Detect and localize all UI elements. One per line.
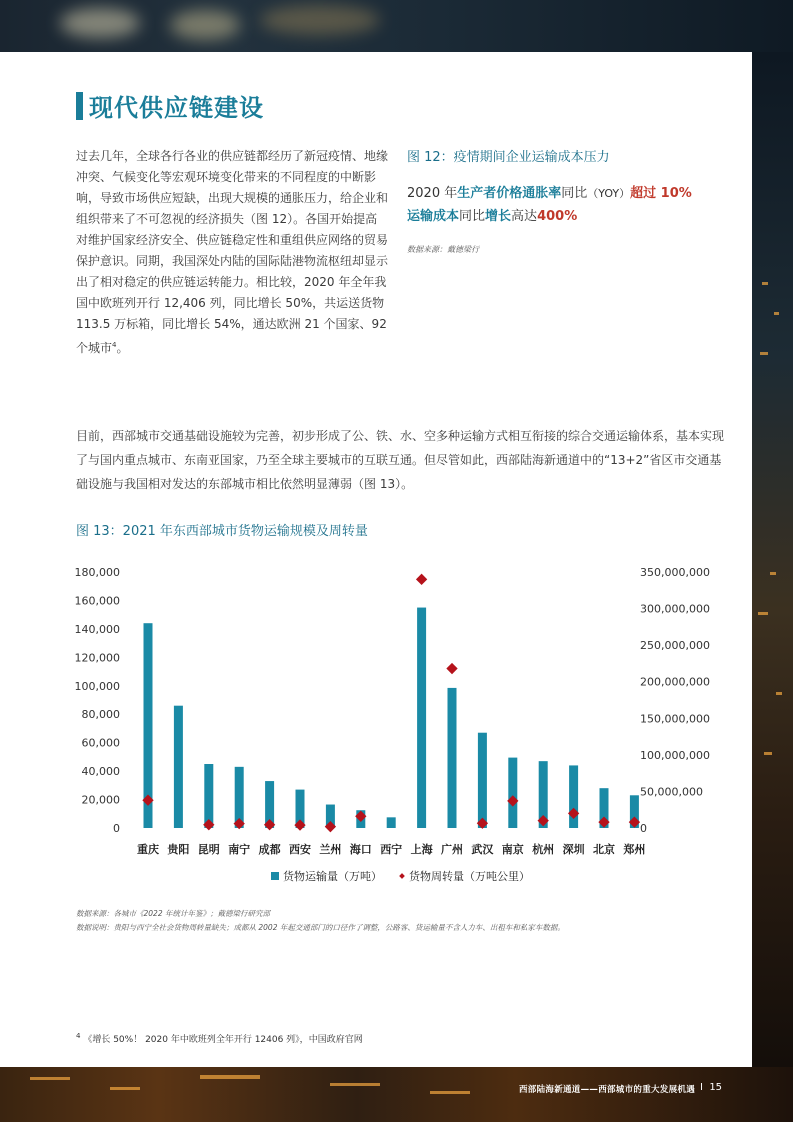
- fig12-yoy-abbr: （YOY）: [587, 187, 631, 200]
- x-tick-label: 南京: [501, 843, 524, 856]
- y-left-tick-label: 0: [113, 822, 120, 835]
- x-tick-label: 广州: [441, 843, 463, 856]
- y-left-tick-label: 180,000: [74, 566, 120, 579]
- paragraph-2: 目前，西部城市交通基础设施较为完善，初步形成了公、铁、水、空多种运输方式相互衔接的综合交通运输体系，基本实现了与国内重点城市、东南亚国家，乃至全球主要城市的互联互通。但尽管如此，西部陆海新通道中的“13+2”省区市交通基础设施与我国相对发达的东部城市相比依然明显薄弱（图 13）。: [76, 429, 725, 491]
- footer-title: 西部陆海新通道——西部城市的重大发展机遇: [519, 1085, 696, 1095]
- section-title: 现代供应链建设: [89, 94, 264, 122]
- x-tick-label: 贵阳: [167, 843, 190, 856]
- fig12-year: 2020 年: [407, 186, 458, 201]
- footer-page-num: 15: [709, 1082, 723, 1093]
- paragraph-1-end: 。: [116, 341, 129, 355]
- paragraph-1-text: 过去几年，全球各行各业的供应链都经历了新冠疫情、地缘冲突、气候变化等宏观环境变化带来的不同程度的中断影响，导致市场供应短缺，出现大规模的通胀压力，给企业和组织带来了不可忽视的经济损失（图 12）。各国开始提高对维护国家经济安全、供应链稳定性和重组供应网络的贸易保护意识。同期，我国深处内陆的国际陆港物流枢纽却显示出了相对稳定的供应链运转能力。相比较，2020 年全年我国中欧班列开行 12,406 列，同比增长 50%，共运送货物 113.5 万标箱，同比增长 54%，通达欧洲 21 个国家、92 个城市: [76, 149, 389, 355]
- chart-explanation-note: 数据说明：贵阳与西宁全社会货物周转量缺失；成都从 2002 年起交通部门的口径作了调整，公路客、货运输量不含人力车、出租车和私家车数据。: [76, 923, 565, 932]
- y-left-tick-label: 120,000: [74, 651, 120, 665]
- point-上海: [416, 574, 427, 585]
- x-tick-label: 武汉: [471, 843, 494, 856]
- y-right-tick-label: 0: [640, 822, 647, 835]
- x-tick-label: 上海: [410, 843, 433, 856]
- y-right-tick-label: 200,000,000: [640, 675, 710, 689]
- y-left-tick-label: 80,000: [81, 708, 120, 722]
- fig12-cost-yoy: 同比: [459, 209, 486, 224]
- y-left-tick-label: 60,000: [81, 736, 120, 750]
- bar-上海: [417, 608, 426, 828]
- footnote-ref[interactable]: 4: [112, 341, 117, 349]
- y-right-tick-label: 100,000,000: [640, 748, 710, 762]
- x-tick-label: 昆明: [197, 843, 220, 856]
- legend-label-bars: 货物运输量（万吨）: [283, 870, 382, 883]
- figure-12-title: 图 12：疫情期间企业运输成本压力: [407, 150, 610, 165]
- bar-昆明: [204, 764, 213, 828]
- figure-13-title: 图 13：2021 年东西部城市货物运输规模及周转量: [76, 524, 368, 539]
- y-right-tick-label: 350,000,000: [640, 566, 710, 579]
- bar-贵阳: [174, 706, 183, 828]
- fig12-ppi-value: 超过 10%: [630, 186, 692, 201]
- y-left-tick-label: 160,000: [74, 594, 120, 608]
- x-tick-label: 北京: [593, 843, 615, 856]
- fig12-cost-value: 400%: [537, 209, 578, 224]
- y-left-tick-label: 40,000: [81, 765, 120, 779]
- legend-swatch-points: [399, 873, 405, 879]
- fig12-ppi-label: 生产者价格通胀率: [457, 186, 562, 201]
- point-广州: [446, 663, 457, 674]
- bar-西宁: [387, 817, 396, 828]
- page-number: [700, 1082, 722, 1093]
- fig12-growth-label: 增长: [485, 209, 512, 224]
- y-right-tick-label: 50,000,000: [640, 785, 703, 799]
- fig12-cost-label: 运输成本: [407, 209, 460, 224]
- bar-武汉: [478, 733, 487, 828]
- legend-label-points: 货物周转量（万吨公里）: [409, 870, 530, 883]
- legend-swatch-bars: [271, 872, 279, 880]
- y-right-tick-label: 250,000,000: [640, 639, 710, 653]
- footnote-text: 《增长 50%！ 2020 年中欧班列全年开行 12406 列》，中国政府官网: [83, 1035, 363, 1045]
- y-right-tick-label: 150,000,000: [640, 712, 710, 726]
- x-tick-label: 海口: [349, 843, 372, 856]
- fig12-yoy-label: 同比: [561, 186, 588, 201]
- figure-12-source: 数据来源：戴德梁行: [407, 245, 479, 254]
- footer-separator: I: [700, 1082, 703, 1093]
- bar-广州: [448, 688, 457, 828]
- chart-source-note: 数据来源：各城市《2022 年统计年鉴》；戴德梁行研究部: [76, 909, 270, 918]
- footnote-number: 4: [76, 1032, 81, 1040]
- y-left-tick-label: 100,000: [74, 679, 120, 693]
- x-tick-label: 郑州: [623, 843, 646, 856]
- y-left-tick-label: 140,000: [74, 622, 120, 636]
- y-right-tick-label: 300,000,000: [640, 602, 710, 616]
- x-tick-label: 重庆: [137, 843, 159, 856]
- fig12-upto-label: 高达: [511, 209, 538, 224]
- x-tick-label: 兰州: [319, 843, 342, 856]
- x-tick-label: 杭州: [532, 843, 555, 856]
- bar-南京: [508, 758, 517, 828]
- x-tick-label: 西安: [289, 843, 311, 856]
- x-tick-label: 深圳: [562, 843, 585, 856]
- y-left-tick-label: 20,000: [81, 793, 120, 807]
- x-tick-label: 西宁: [380, 843, 403, 856]
- x-tick-label: 南宁: [228, 843, 251, 856]
- x-tick-label: 成都: [258, 843, 281, 856]
